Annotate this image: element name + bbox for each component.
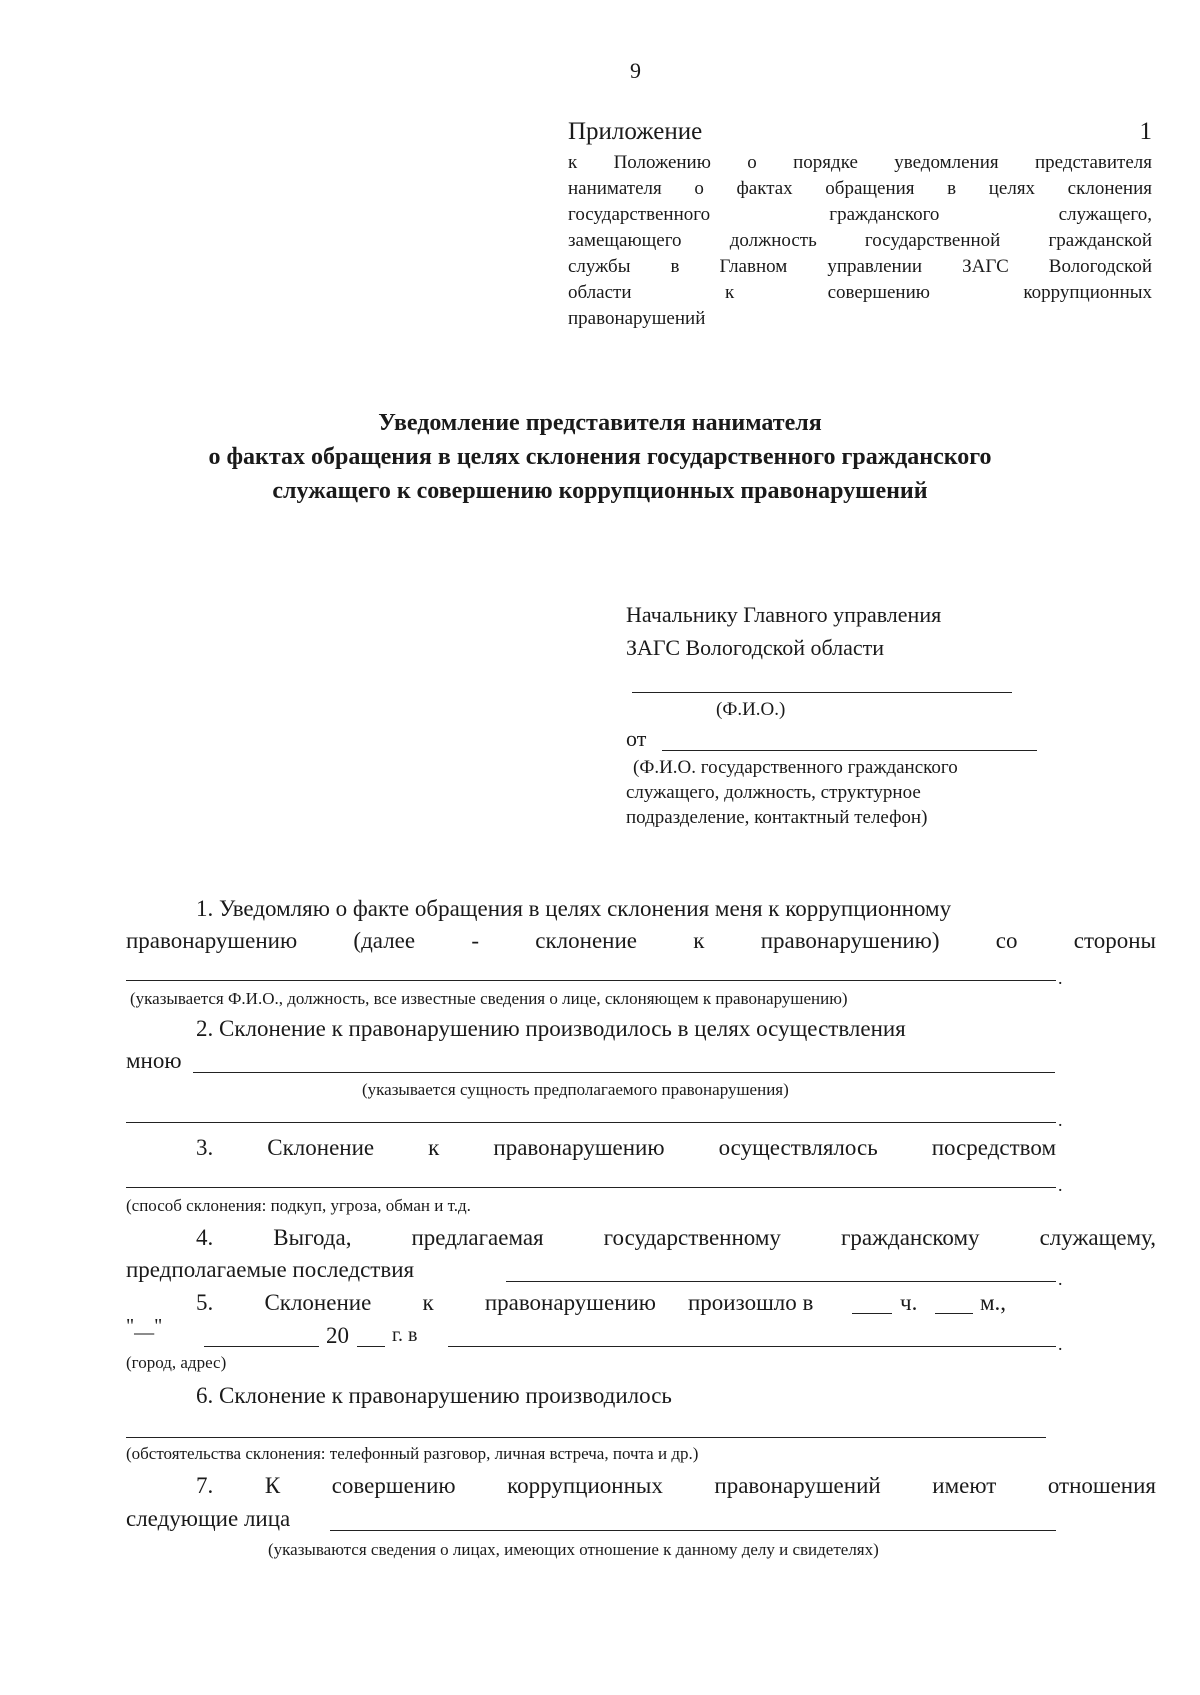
item-7-line-1: 7. К совершению коррупционных правонарушений имеют отношения xyxy=(196,1473,1156,1498)
item-5-year-field[interactable] xyxy=(357,1346,385,1347)
appendix-line: нанимателя о фактах обращения в целях склонения xyxy=(568,178,1152,199)
title-line: Уведомление представителя нанимателя xyxy=(378,410,822,436)
appendix-line: к Положению о порядке уведомления представителя xyxy=(568,152,1152,173)
addressee-block xyxy=(626,598,1046,664)
item-1-caption: (указывается Ф.И.О., должность, все известные сведения о лице, склоняющем к правонарушению) xyxy=(130,989,848,1008)
item-1-line-1: 1. Уведомляю о факте обращения в целях склонения меня к коррупционному xyxy=(196,896,952,921)
fio-caption: (Ф.И.О.) xyxy=(716,699,786,720)
item-4-line-1: 4. Выгода, предлагаемая государственному гражданскому служащему, xyxy=(196,1225,1156,1250)
sender-caption-line: подразделение, контактный телефон) xyxy=(626,807,928,828)
appendix-line: области к совершению коррупционных xyxy=(568,282,1152,303)
item-4-label: предполагаемые последствия xyxy=(126,1257,415,1282)
item-5-place-field[interactable] xyxy=(448,1346,1056,1347)
item-5-year-suffix: г. в xyxy=(392,1324,418,1346)
page-number: 9 xyxy=(630,58,641,83)
item-6-line-1: 6. Склонение к правонарушению производилось xyxy=(196,1383,672,1408)
item-2-field-continuation[interactable] xyxy=(126,1122,1056,1123)
item-6-field[interactable] xyxy=(126,1437,1046,1438)
item-3-caption: (способ склонения: подкуп, угроза, обман и т.д. xyxy=(126,1196,471,1215)
item-5-month-field[interactable] xyxy=(204,1346,319,1347)
item-3-line-1: 3. Склонение к правонарушению осуществлялось посредством xyxy=(196,1135,1056,1160)
sender-caption-line: (Ф.И.О. государственного гражданского xyxy=(633,757,958,778)
appendix-line: правонарушений xyxy=(568,308,706,329)
item-7-label: следующие лица xyxy=(126,1506,291,1531)
field-period: . xyxy=(1058,968,1063,988)
item-6-caption: (обстоятельства склонения: телефонный разговор, личная встреча, почта и др.) xyxy=(126,1444,699,1463)
item-7-caption: (указываются сведения о лицах, имеющих отношение к данному делу и свидетелях) xyxy=(268,1540,879,1559)
item-5-day-field[interactable]: "__" xyxy=(126,1315,163,1337)
item-5-minutes-field[interactable] xyxy=(935,1313,973,1314)
addressee-line: ЗАГС Вологодской области xyxy=(626,635,885,660)
item-5-line-1: 5. Склонение к правонарушению xyxy=(196,1290,656,1315)
appendix-title: Приложение xyxy=(568,118,703,145)
field-period: . xyxy=(1058,1269,1063,1289)
document-title xyxy=(100,406,1100,508)
field-period: . xyxy=(1058,1175,1063,1195)
item-5-hours-field[interactable] xyxy=(852,1313,892,1314)
appendix-block xyxy=(568,118,1152,332)
item-5-occurred: произошло в xyxy=(688,1290,814,1315)
sender-caption xyxy=(626,755,1066,830)
item-5-year-prefix: 20 xyxy=(326,1323,349,1348)
item-5-caption: (город, адрес) xyxy=(126,1353,227,1372)
sender-field[interactable] xyxy=(662,750,1037,751)
item-1-field[interactable] xyxy=(126,980,1056,981)
item-5-minutes-label: м., xyxy=(980,1290,1007,1315)
title-line: о фактах обращения в целях склонения государственного гражданского xyxy=(208,444,992,470)
field-period: . xyxy=(1058,1110,1063,1130)
field-period: . xyxy=(1058,1334,1063,1354)
item-2-field[interactable] xyxy=(193,1072,1055,1073)
appendix-line: замещающего должность государственной гражданской xyxy=(568,230,1152,251)
sender-caption-line: служащего, должность, структурное xyxy=(626,782,921,803)
item-2-line-1: 2. Склонение к правонарушению производилось в целях осуществления xyxy=(196,1016,906,1041)
item-4-field[interactable] xyxy=(506,1281,1056,1282)
from-label: от xyxy=(626,726,647,751)
appendix-line: государственного гражданского служащего, xyxy=(568,204,1152,225)
item-5-hours-label: ч. xyxy=(900,1290,918,1315)
appendix-line: службы в Главном управлении ЗАГС Вологодской xyxy=(568,256,1152,277)
appendix-text xyxy=(568,150,1152,332)
head-fio-field[interactable] xyxy=(632,692,1012,693)
item-2-label: мною xyxy=(126,1048,182,1073)
item-1-line-2: правонарушению (далее - склонение к правонарушению) со стороны xyxy=(126,928,1156,953)
appendix-number: 1 xyxy=(1139,118,1152,145)
item-3-field[interactable] xyxy=(126,1187,1056,1188)
item-7-field[interactable] xyxy=(330,1530,1056,1531)
addressee-line: Начальнику Главного управления xyxy=(626,602,942,627)
item-2-caption: (указывается сущность предполагаемого правонарушения) xyxy=(362,1080,789,1099)
title-line: служащего к совершению коррупционных правонарушений xyxy=(272,478,928,504)
appendix-header xyxy=(568,118,1152,148)
